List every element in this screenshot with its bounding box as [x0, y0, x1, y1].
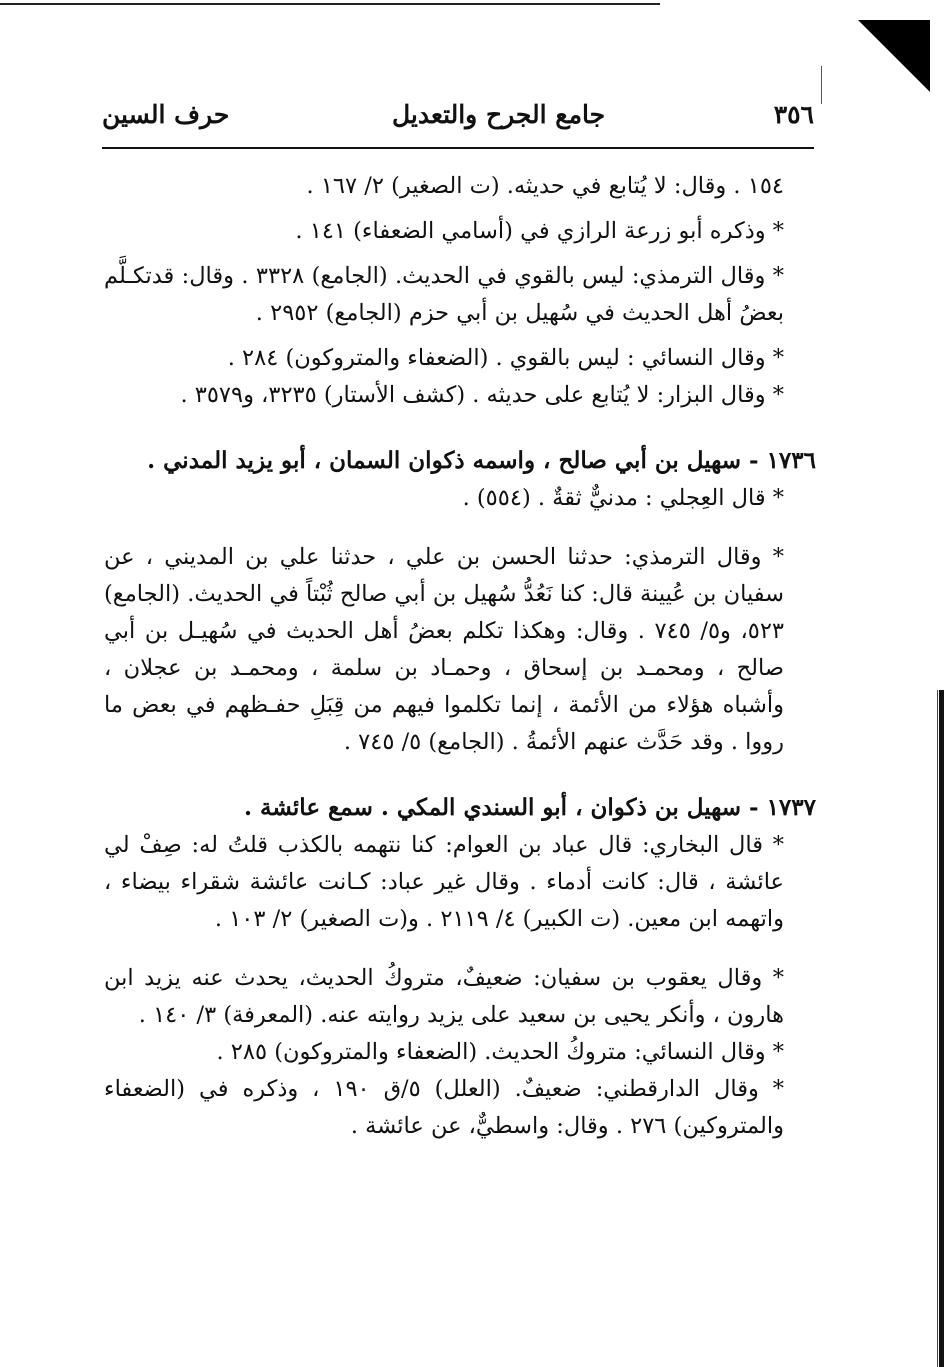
paragraph: * وقال النسائي : ليس بالقوي . (الضعفاء والمتروكون) ٢٨٤ . — [227, 345, 784, 371]
paragraph: * وقال الدارقطني: ضعيفٌ. (العلل) ٥/ق ١٩٠ ، وذكره في (الضعفاء والمتروكين) ٢٧٦ . وقال: واسطيٌّ، عن عائشة . — [104, 1076, 784, 1139]
scan-edge-shadow — [939, 690, 944, 1367]
running-header — [102, 96, 814, 144]
paragraph: * وقال يعقوب بن سفيان: ضعيفٌ، متروكُ الحديث، يحدث عنه يزيد ابن هارون ، وأنكر يحيى بن سعيد على يزيد روايته عنه. (المعرفة) ٣/ ١٤٠ . — [104, 965, 784, 1028]
paragraph: * وقال النسائي: متروكُ الحديث. (الضعفاء والمتروكون) ٢٨٥ . — [216, 1039, 784, 1065]
paragraph: * قال البخاري: قال عباد بن العوام: كنا نتهمه بالكذب قلتُ له: صِفْ لي عائشة ، قال: كانت أدماء . وقال غير عباد: كـانت عائشة شقراء بيضاء ، واتهمه ابن معين. (ت الكبير) ٤/ ٢١١٩ . و(ت الصغير) ٢/ ١٠٣ . — [104, 832, 784, 932]
page-corner-mark — [858, 20, 930, 92]
paragraph: * وذكره أبو زرعة الرازي في (أسامي الضعفاء) ١٤١ . — [295, 218, 784, 244]
header-rule — [102, 147, 814, 149]
scan-edge-line-right — [937, 690, 938, 1367]
paragraph: * قال العِجلي : مدنيٌّ ثقةٌ . (٥٥٤) . — [462, 485, 784, 511]
page-number: ٣٥٦ — [773, 100, 814, 129]
scan-edge-line — [0, 3, 660, 5]
scan-mark — [821, 66, 822, 104]
book-title: جامع الجرح والتعديل — [392, 100, 606, 129]
entry-heading: ١٧٣٦ - سهيل بن أبي صالح ، واسمه ذكوان السمان ، أبو يزيد المدني . — [147, 447, 816, 474]
paragraph: * وقال البزار: لا يُتابع على حديثه . (كشف الأستار) ٣٢٣٥، و٣٥٧٩ . — [180, 382, 784, 408]
paragraph: * وقال الترمذي: حدثنا الحسن بن علي ، حدثنا علي بن المديني ، عن سفيان بن عُيينة قال: كنا نَعُدُّ سُهيل بن أبي صالح ثُبْتاً في الحديث. (الجامع) ٥٢٣، و٥/ ٧٤٥ . وقال: وهكذا تكلم بعضُ أهل الحديث في سُهيـل بن أبي صالح ، ومحمـد بن إسحاق ، وحمـاد بن سلمة ، ومحمـد بن عجلان ، وأشباه هؤلاء من الأئمة ، إنما تكلموا فيهم من قِبَلِ حفـظهم في بعض ما رووا . وقد حَدَّث عنهم الأئمةُ . (الجامع) ٥/ ٧٤٥ . — [104, 544, 785, 755]
page-body — [104, 168, 816, 1145]
chapter-title: حرف السين — [102, 100, 230, 129]
paragraph: * وقال الترمذي: ليس بالقوي في الحديث. (الجامع) ٣٣٢٨ . وقال: قدتكـلَّم بعضُ أهل الحديث في سُهيل بن أبي حزم (الجامع) ٢٩٥٢ . — [104, 263, 784, 326]
paragraph: ١٥٤ . وقال: لا يُتابع في حديثه. (ت الصغير) ٢/ ١٦٧ . — [306, 173, 784, 199]
entry-heading: ١٧٣٧ - سهيل بن ذكوان ، أبو السندي المكي . سمع عائشة . — [244, 794, 816, 821]
